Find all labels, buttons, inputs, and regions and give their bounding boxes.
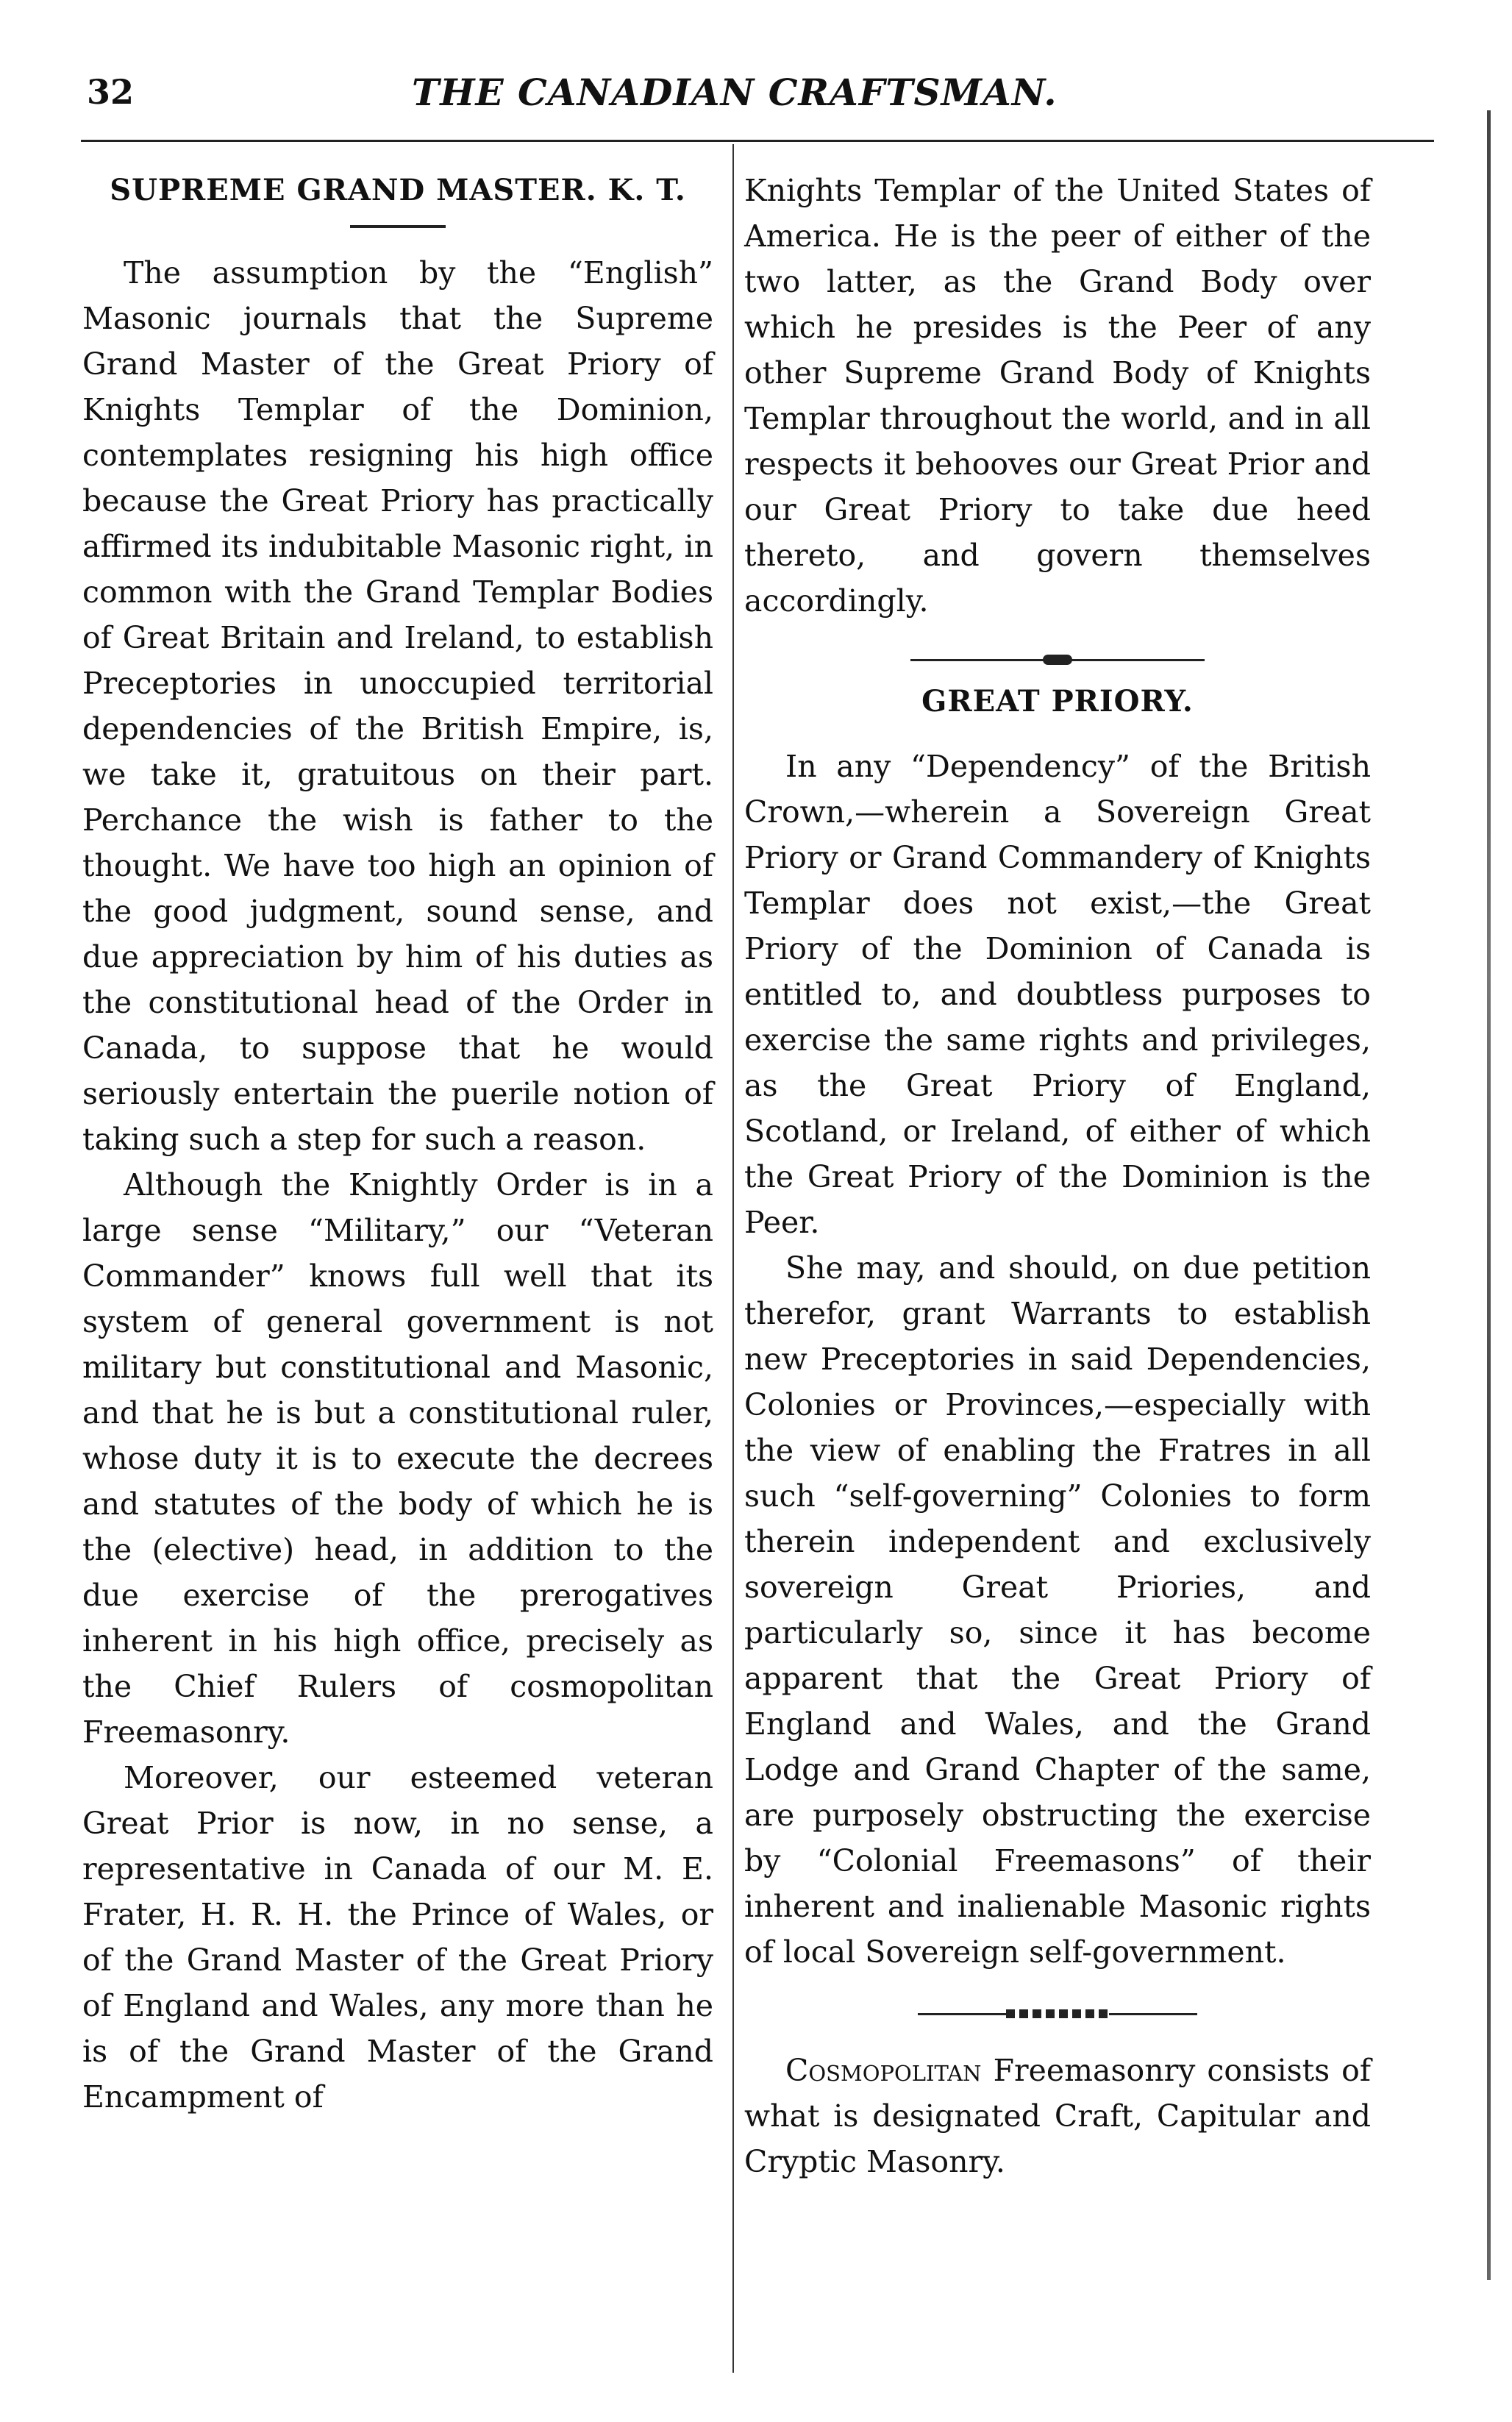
- article-paragraph: Moreover, our esteemed veteran Great Prior is now, in no sense, a representative in Canada of our M. E. Frater, H. R. H. the Prince of Wales, or of the Grand Master of the Great Priory of England and Wales, any more than he is of the Grand Master of the Grand Encampment of: [82, 1760, 713, 2115]
- column-divider: [732, 144, 734, 2373]
- continuation-paragraph: Knights Templar of the United States of America. He is the peer of either of the two latter, as the Grand Body over which he presides is the Peer of any other Supreme Grand Body of Knights Templar throughout the world, and in all respects it behooves our Great Prior and our Great Priory to take due heed thereto, and govern themselves accordingly.: [744, 173, 1371, 619]
- right-column: [744, 147, 1371, 2184]
- article-heading: SUPREME GRAND MASTER. K. T.: [110, 173, 686, 207]
- closing-ornament: [918, 2013, 1197, 2015]
- page-edge-mark: [1487, 110, 1491, 2280]
- heading-spacer: [744, 724, 1371, 744]
- page-number: 32: [87, 72, 135, 112]
- heading-rule: [350, 225, 446, 228]
- closing-paragraph: [744, 2048, 1371, 2184]
- header-rule: [81, 140, 1434, 142]
- section-ornament: [910, 659, 1205, 661]
- left-column: [82, 147, 713, 2120]
- article-paragraph: In any “Dependency” of the British Crown,—wherein a Sovereign Great Priory or Grand Commandery of Knights Templar does not exist,—the Great Priory of the Dominion of Canada is entitled to, and doubtless purposes to exercise the same rights and privileges, as the Great Priory of England, Scotland, or Ireland, of either of which the Great Priory of the Dominion is the Peer.: [744, 749, 1371, 1240]
- article-paragraph: She may, and should, on due petition therefor, grant Warrants to establish new Preceptories in said Dependencies, Colonies or Provinces,—especially with the view of enabling the Fratres in all such “self-governing” Colonies to form therein independent and exclusively sovereign Great Priories, and particularly so, since it has become apparent that the Great Priory of England and Wales, and the Grand Lodge and Grand Chapter of the same, are purposely obstructing the exercise by “Colonial Freemasons” of their inherent and inalienable Masonic rights of local Sovereign self-government.: [744, 1250, 1371, 1970]
- article-paragraph: The assumption by the “English” Masonic journals that the Supreme Grand Master of the Great Priory of Knights Templar of the Dominion, contemplates resigning his high office because the Great Priory has practically affirmed its indubitable Masonic right, in common with the Grand Templar Bodies of Great Britain and Ireland, to establish Preceptories in unoccupied territorial dependencies of the British Empire, is, we take it, gratuitous on their part. Perchance the wish is father to the thought. We have too high an opinion of the good judgment, sound sense, and due appreciation by him of his duties as the constitutional head of the Order in Canada, to suppose that he would seriously entertain the puerile notion of taking such a step for such a reason.: [82, 255, 713, 1157]
- running-head: THE CANADIAN CRAFTSMAN.: [412, 71, 1058, 114]
- article-paragraph: Although the Knightly Order is in a large sense “Military,” our “Veteran Commander” knows full well that its system of general government is not military but constitutional and Masonic, and that he is but a constitutional ruler, whose duty it is to execute the decrees and statutes of the body of which he is the (elective) head, in addition to the due exercise of the prerogatives inherent in his high office, precisely as the Chief Rulers of cosmopolitan Freemasonry.: [82, 1167, 713, 1750]
- smallcaps-lead: Cosmopolitan: [785, 2053, 982, 2088]
- closing-text: Freemasonry consists of what is designated Craft, Capitular and Cryptic Masonry.: [744, 2053, 1371, 2179]
- section-heading: GREAT PRIORY.: [921, 684, 1194, 719]
